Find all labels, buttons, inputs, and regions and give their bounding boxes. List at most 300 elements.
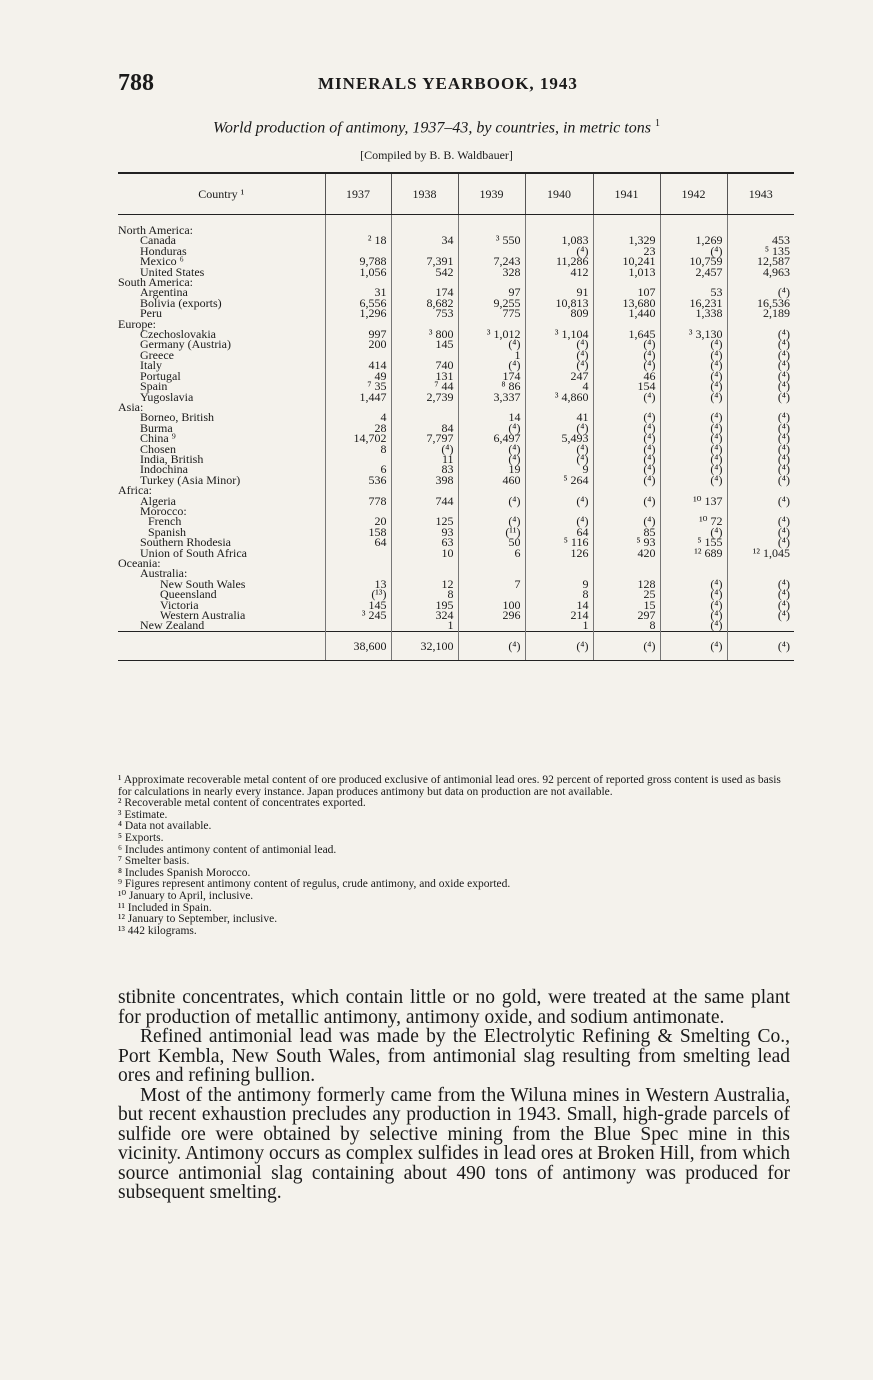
country-cell: Western Australia — [160, 608, 246, 623]
value-cell: 14,702 — [325, 433, 391, 443]
value-cell: 1,013 — [593, 267, 660, 277]
value-cell: 6,497 — [458, 433, 525, 443]
value-cell: (⁴) — [727, 516, 794, 526]
value-cell: 297 — [593, 610, 660, 620]
table-title-note: 1 — [654, 118, 660, 129]
value-cell: 131 — [391, 371, 458, 381]
country-cell: Argentina — [140, 285, 188, 300]
value-cell: (⁴) — [727, 423, 794, 433]
country-cell: Chosen — [140, 441, 176, 456]
table-row — [118, 360, 794, 370]
value-cell: (⁴) — [525, 516, 593, 526]
value-cell: 6 — [458, 548, 525, 558]
value-cell: (⁴) — [727, 329, 794, 339]
table-row — [118, 516, 794, 526]
value-cell: 1,296 — [325, 308, 391, 318]
value-cell: 11,286 — [525, 256, 593, 266]
value-cell: ⁵ 264 — [525, 475, 593, 485]
table-row — [118, 339, 794, 349]
value-cell: ³ 1,012 — [458, 329, 525, 339]
table-row — [118, 610, 794, 620]
value-cell: (⁴) — [458, 423, 525, 433]
table-header-row — [118, 173, 794, 215]
value-cell: ⁵ 155 — [660, 537, 727, 547]
total-value-cell: (⁴) — [525, 631, 593, 660]
footnote: ⁸ Includes Spanish Morocco. — [118, 866, 251, 879]
country-cell: Canada — [140, 233, 176, 248]
value-cell: (⁴) — [660, 423, 727, 433]
value-cell: ¹⁰ 137 — [660, 496, 727, 506]
value-cell: 50 — [458, 537, 525, 547]
value-cell: 158 — [325, 527, 391, 537]
value-cell: 1 — [525, 620, 593, 631]
value-cell: (⁴) — [727, 371, 794, 381]
value-cell: (⁴) — [660, 433, 727, 443]
value-cell: 41 — [525, 412, 593, 422]
value-cell: (⁴) — [660, 444, 727, 454]
value-cell: 20 — [325, 516, 391, 526]
value-cell: 3,337 — [458, 392, 525, 402]
value-cell: (⁴) — [660, 392, 727, 402]
value-cell: ¹² 689 — [660, 548, 727, 558]
value-cell: ³ 800 — [391, 329, 458, 339]
value-cell: (⁴) — [525, 246, 593, 256]
country-cell: United States — [140, 264, 205, 279]
value-cell: (⁴) — [660, 350, 727, 360]
value-cell: 1,269 — [660, 235, 727, 245]
total-value-cell: (⁴) — [593, 631, 660, 660]
value-cell: 14 — [458, 412, 525, 422]
total-value-cell: (⁴) — [727, 631, 794, 660]
column-header-year: 1940 — [525, 173, 593, 215]
value-cell — [660, 215, 727, 236]
value-cell: (⁴) — [593, 339, 660, 349]
table-row — [118, 433, 794, 443]
value-cell: (⁴) — [525, 444, 593, 454]
table-title — [0, 118, 873, 137]
value-cell: ⁷ 35 — [325, 381, 391, 391]
value-cell: (⁴) — [727, 579, 794, 589]
table-row — [118, 423, 794, 433]
value-cell: (⁴) — [593, 444, 660, 454]
value-cell: 740 — [391, 360, 458, 370]
value-cell: 414 — [325, 360, 391, 370]
table-row — [118, 298, 794, 308]
footnote: ¹ Approximate recoverable metal content of ore produced exclusive of antimonial lead ores. 92 percent of reported gross content is used as basis for calculations in nearly every instance. Japan produces antimony but data on production are not available. — [118, 774, 781, 798]
value-cell: (⁴) — [727, 475, 794, 485]
footnote: ¹⁰ January to April, inclusive. — [118, 889, 254, 902]
value-cell: 8 — [325, 444, 391, 454]
value-cell: (⁴) — [727, 433, 794, 443]
value-cell: 13,680 — [593, 298, 660, 308]
value-cell: 49 — [325, 371, 391, 381]
value-cell: 1,056 — [325, 267, 391, 277]
column-header-year: 1939 — [458, 173, 525, 215]
value-cell: ³ 550 — [458, 235, 525, 245]
value-cell: (⁴) — [593, 433, 660, 443]
paragraph: stibnite concentrates, which contain little or no gold, were treated at the same plant for production of metallic antimony, antimony oxide, and sodium antimonate. — [118, 987, 790, 1028]
value-cell: 753 — [391, 308, 458, 318]
footnote: ¹² January to September, inclusive. — [118, 913, 278, 926]
footnote: ¹³ 442 kilograms. — [118, 924, 197, 937]
paragraph: Refined antimonial lead was made by the Electrolytic Refining & Smelting Co., Port Kembla, New South Wales, from antimonial slag resulting from smelting lead ores and refining bullion. — [118, 1026, 790, 1086]
value-cell: ³ 1,104 — [525, 329, 593, 339]
country-cell: Algeria — [140, 493, 176, 508]
footnote: ² Recoverable metal content of concentrates exported. — [118, 797, 366, 810]
value-cell: 10 — [391, 548, 458, 558]
value-cell: 8 — [525, 589, 593, 599]
value-cell: 84 — [391, 423, 458, 433]
value-cell: ⁵ 135 — [727, 246, 794, 256]
footnote: ⁴ Data not available. — [118, 820, 212, 833]
value-cell: 214 — [525, 610, 593, 620]
value-cell: 7,797 — [391, 433, 458, 443]
page-number: 788 — [118, 70, 154, 96]
value-cell: 8 — [593, 620, 660, 631]
value-cell: 10,759 — [660, 256, 727, 266]
value-cell: 28 — [325, 423, 391, 433]
table-row — [118, 392, 794, 402]
value-cell: (⁴) — [660, 475, 727, 485]
value-cell: 200 — [325, 339, 391, 349]
country-cell: Europe: — [118, 316, 156, 331]
table-row — [118, 620, 794, 631]
value-cell: 775 — [458, 308, 525, 318]
value-cell: 997 — [325, 329, 391, 339]
table-row — [118, 381, 794, 391]
value-cell — [727, 620, 794, 631]
value-cell: 247 — [525, 371, 593, 381]
value-cell: 1,645 — [593, 329, 660, 339]
value-cell — [458, 215, 525, 236]
footnote: ⁹ Figures represent antimony content of regulus, crude antimony, and oxide exported. — [118, 878, 511, 891]
table-row — [118, 350, 794, 360]
value-cell — [325, 548, 391, 558]
value-cell: (⁴) — [660, 600, 727, 610]
value-cell: 46 — [593, 371, 660, 381]
value-cell: 412 — [525, 267, 593, 277]
value-cell: 8,682 — [391, 298, 458, 308]
table-row — [118, 235, 794, 245]
value-cell: ⁵ 93 — [593, 537, 660, 547]
value-cell: ¹² 1,045 — [727, 548, 794, 558]
table-row — [118, 371, 794, 381]
table-row — [118, 475, 794, 485]
footnote: ¹¹ Included in Spain. — [118, 901, 212, 914]
value-cell: (⁴) — [593, 496, 660, 506]
value-cell: (⁴) — [727, 381, 794, 391]
value-cell: 174 — [458, 371, 525, 381]
value-cell: ² 18 — [325, 235, 391, 245]
value-cell: 4,963 — [727, 267, 794, 277]
value-cell: 7,243 — [458, 256, 525, 266]
value-cell: (⁴) — [458, 454, 525, 464]
country-cell: French — [148, 514, 182, 529]
footnote: ⁵ Exports. — [118, 831, 164, 844]
value-cell: (⁴) — [660, 579, 727, 589]
footnote: ⁶ Includes antimony content of antimonial lead. — [118, 843, 337, 856]
value-cell: (⁴) — [727, 527, 794, 537]
value-cell: (⁴) — [660, 610, 727, 620]
value-cell — [593, 215, 660, 236]
country-cell: Asia: — [118, 399, 144, 414]
value-cell: 7 — [458, 579, 525, 589]
value-cell: 1,083 — [525, 235, 593, 245]
value-cell: 8 — [391, 589, 458, 599]
value-cell: 145 — [325, 600, 391, 610]
value-cell: (⁴) — [727, 287, 794, 297]
value-cell: (⁴) — [525, 339, 593, 349]
value-cell: (⁴) — [727, 537, 794, 547]
value-cell: ⁵ 116 — [525, 537, 593, 547]
footnotes — [118, 775, 794, 937]
value-cell: 296 — [458, 610, 525, 620]
value-cell: (⁴) — [660, 246, 727, 256]
country-cell: Czechoslovakia — [140, 327, 216, 342]
value-cell: 1,440 — [593, 308, 660, 318]
value-cell: (⁴) — [727, 360, 794, 370]
table-row — [118, 548, 794, 558]
value-cell: 100 — [458, 600, 525, 610]
value-cell: (⁴) — [727, 350, 794, 360]
table-row — [118, 496, 794, 506]
value-cell: (⁴) — [391, 444, 458, 454]
country-cell: Spanish — [148, 524, 187, 539]
value-cell — [727, 215, 794, 236]
value-cell: 6,556 — [325, 298, 391, 308]
value-cell: (⁴) — [593, 475, 660, 485]
value-cell: 542 — [391, 267, 458, 277]
value-cell: 9 — [525, 579, 593, 589]
value-cell: (⁴) — [593, 392, 660, 402]
value-cell: 15 — [593, 600, 660, 610]
table-row — [118, 579, 794, 589]
column-header-year: 1942 — [660, 173, 727, 215]
country-cell: Peru — [140, 306, 162, 321]
country-cell: Honduras — [140, 243, 187, 258]
value-cell: 25 — [593, 589, 660, 599]
value-cell: 324 — [391, 610, 458, 620]
value-cell: 1,447 — [325, 392, 391, 402]
value-cell: 10,813 — [525, 298, 593, 308]
column-header-year: 1941 — [593, 173, 660, 215]
value-cell: 4 — [525, 381, 593, 391]
value-cell: 91 — [525, 287, 593, 297]
table-row — [118, 412, 794, 422]
column-header-country: Country ¹ — [118, 173, 325, 215]
country-cell: North America: — [118, 223, 193, 237]
value-cell: (⁴) — [458, 444, 525, 454]
country-cell: Queensland — [160, 587, 217, 602]
value-cell: 6 — [325, 464, 391, 474]
value-cell: 398 — [391, 475, 458, 485]
value-cell: 12,587 — [727, 256, 794, 266]
value-cell: 64 — [325, 537, 391, 547]
value-cell: (⁴) — [660, 620, 727, 631]
production-table — [118, 172, 794, 661]
value-cell: 23 — [593, 246, 660, 256]
country-cell: China ⁹ — [140, 431, 176, 446]
value-cell: (⁴) — [660, 339, 727, 349]
value-cell: ¹⁰ 72 — [660, 516, 727, 526]
value-cell: (⁴) — [660, 589, 727, 599]
country-cell: Germany (Austria) — [140, 337, 231, 352]
value-cell: 16,536 — [727, 298, 794, 308]
value-cell: 420 — [593, 548, 660, 558]
value-cell: (⁴) — [727, 444, 794, 454]
value-cell: (⁴) — [660, 412, 727, 422]
value-cell: (⁴) — [458, 516, 525, 526]
value-cell: 64 — [525, 527, 593, 537]
paragraph: Most of the antimony formerly came from the Wiluna mines in Western Australia, but recent exhaustion precludes any production in 1943. Small, high-grade parcels of sulfide ore were obtained by selective mining from the Blue Spec mine in this vicinity. Antimony occurs as complex sulfides in lead ores at Broken Hill, from which source antimonial slag containing about 490 tons of antimony was produced for subsequent smelting. — [118, 1084, 790, 1203]
value-cell: 16,231 — [660, 298, 727, 308]
value-cell: 63 — [391, 537, 458, 547]
value-cell: 460 — [458, 475, 525, 485]
value-cell: (⁴) — [660, 360, 727, 370]
country-cell: Italy — [140, 358, 162, 373]
value-cell: (⁴) — [660, 464, 727, 474]
value-cell — [391, 215, 458, 236]
table-body — [118, 215, 794, 661]
value-cell: 328 — [458, 267, 525, 277]
value-cell — [525, 215, 593, 236]
value-cell: 97 — [458, 287, 525, 297]
column-header-year: 1943 — [727, 173, 794, 215]
value-cell: 5,493 — [525, 433, 593, 443]
value-cell — [325, 620, 391, 631]
total-label-cell — [118, 631, 325, 660]
value-cell: (⁴) — [727, 339, 794, 349]
value-cell: (⁴) — [525, 423, 593, 433]
value-cell: 12 — [391, 579, 458, 589]
value-cell: (⁴) — [727, 600, 794, 610]
value-cell: 31 — [325, 287, 391, 297]
country-cell: Burma — [140, 420, 173, 435]
value-cell: (⁴) — [593, 360, 660, 370]
value-cell — [458, 620, 525, 631]
value-cell: 1,338 — [660, 308, 727, 318]
country-cell: South America: — [118, 275, 193, 290]
value-cell: 1,329 — [593, 235, 660, 245]
table-row — [118, 215, 794, 236]
value-cell: (⁴) — [660, 454, 727, 464]
country-cell: Greece — [140, 347, 174, 362]
value-cell: 125 — [391, 516, 458, 526]
table-row — [118, 256, 794, 266]
value-cell: (¹³) — [325, 589, 391, 599]
value-cell: (⁴) — [727, 589, 794, 599]
value-cell: 1 — [458, 350, 525, 360]
country-cell: Turkey (Asia Minor) — [140, 472, 241, 487]
value-cell: 83 — [391, 464, 458, 474]
value-cell: 9,788 — [325, 256, 391, 266]
value-cell: (⁴) — [525, 454, 593, 464]
value-cell: (¹¹) — [458, 527, 525, 537]
country-cell: Portugal — [140, 368, 181, 383]
value-cell: (⁴) — [458, 360, 525, 370]
country-cell: Bolivia (exports) — [140, 295, 222, 310]
value-cell: 809 — [525, 308, 593, 318]
value-cell: 1 — [391, 620, 458, 631]
value-cell: (⁴) — [727, 496, 794, 506]
value-cell: (⁴) — [525, 360, 593, 370]
column-header-year: 1938 — [391, 173, 458, 215]
value-cell: 34 — [391, 235, 458, 245]
country-cell: Oceania: — [118, 556, 161, 570]
value-cell: 128 — [593, 579, 660, 589]
value-cell: ⁸ 86 — [458, 381, 525, 391]
value-cell: (⁴) — [727, 464, 794, 474]
value-cell: 107 — [593, 287, 660, 297]
value-cell: 195 — [391, 600, 458, 610]
value-cell: 174 — [391, 287, 458, 297]
country-cell: New South Wales — [160, 576, 246, 591]
value-cell: (⁴) — [660, 371, 727, 381]
table-row — [118, 267, 794, 277]
country-cell: Southern Rhodesia — [140, 535, 231, 550]
table-row — [118, 402, 794, 412]
value-cell — [325, 215, 391, 236]
value-cell: 4 — [325, 412, 391, 422]
value-cell: 13 — [325, 579, 391, 589]
value-cell: 536 — [325, 475, 391, 485]
value-cell: 53 — [660, 287, 727, 297]
table-title-text: World production of antimony, 1937–43, by countries, in metric tons — [213, 119, 651, 137]
country-cell: Yugoslavia — [140, 389, 194, 404]
value-cell: (⁴) — [593, 464, 660, 474]
country-cell: New Zealand — [140, 618, 205, 633]
value-cell: 19 — [458, 464, 525, 474]
country-cell: Spain — [140, 379, 168, 394]
total-value-cell: (⁴) — [458, 631, 525, 660]
country-cell: Australia: — [140, 566, 188, 581]
compiled-by: [Compiled by B. B. Waldbauer] — [360, 148, 513, 162]
country-cell: Victoria — [160, 597, 199, 612]
table-row — [118, 444, 794, 454]
value-cell: (⁴) — [525, 496, 593, 506]
value-cell: 2,189 — [727, 308, 794, 318]
value-cell: ⁷ 44 — [391, 381, 458, 391]
value-cell: ³ 3,130 — [660, 329, 727, 339]
value-cell: 126 — [525, 548, 593, 558]
value-cell: (⁴) — [727, 454, 794, 464]
value-cell: 93 — [391, 527, 458, 537]
value-cell: 145 — [391, 339, 458, 349]
value-cell: (⁴) — [593, 350, 660, 360]
value-cell: 14 — [525, 600, 593, 610]
country-cell: India, British — [140, 451, 204, 466]
value-cell: 154 — [593, 381, 660, 391]
value-cell: (⁴) — [660, 527, 727, 537]
value-cell: 11 — [391, 454, 458, 464]
total-row — [118, 631, 794, 660]
value-cell: 744 — [391, 496, 458, 506]
value-cell: 9,255 — [458, 298, 525, 308]
value-cell: (⁴) — [660, 381, 727, 391]
table-row — [118, 277, 794, 287]
value-cell: (⁴) — [458, 496, 525, 506]
table-row — [118, 454, 794, 464]
value-cell: ³ 245 — [325, 610, 391, 620]
value-cell: 453 — [727, 235, 794, 245]
body-text — [118, 988, 790, 1203]
running-head: MINERALS YEARBOOK, 1943 — [318, 74, 578, 93]
value-cell: (⁴) — [525, 350, 593, 360]
country-cell: Africa: — [118, 483, 152, 498]
value-cell: 85 — [593, 527, 660, 537]
country-cell: Borneo, British — [140, 410, 214, 425]
country-cell: Indochina — [140, 462, 188, 477]
